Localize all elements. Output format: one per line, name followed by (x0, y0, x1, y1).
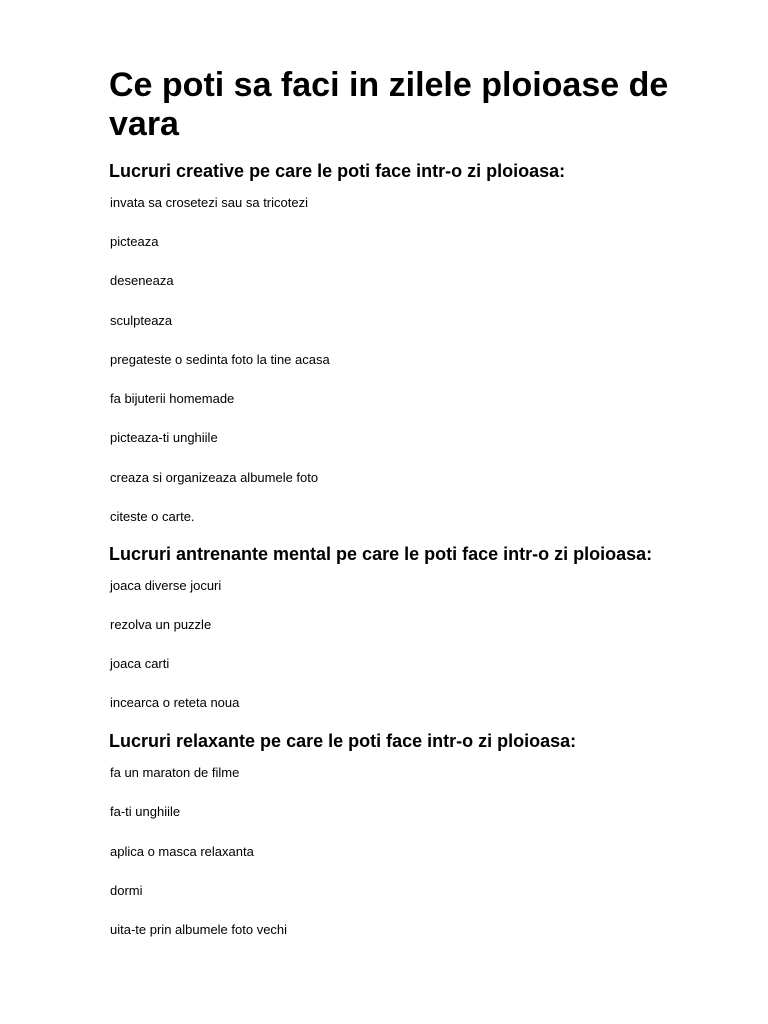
section-heading-creative: Lucruri creative pe care le poti face intr-o zi ploioasa: (109, 161, 566, 181)
section-heading-relaxing: Lucruri relaxante pe care le poti face intr-o zi ploioasa: (109, 731, 577, 751)
list-item: invata sa crosetezi sau sa tricotezi (110, 195, 308, 210)
list-item: fa bijuterii homemade (110, 391, 235, 406)
list-item: creaza si organizeaza albumele foto (110, 470, 319, 485)
section-heading-mental: Lucruri antrenante mental pe care le poti face intr-o zi ploioasa: (109, 544, 653, 564)
list-item: joaca diverse jocuri (110, 578, 222, 593)
list-item: citeste o carte. (110, 509, 195, 524)
list-item: picteaza (110, 234, 159, 249)
list-item: incearca o reteta noua (110, 695, 240, 710)
list-item: deseneaza (110, 273, 174, 288)
list-item: uita-te prin albumele foto vechi (110, 922, 288, 937)
list-item: picteaza-ti unghiile (110, 430, 218, 445)
list-item: fa-ti unghiile (110, 804, 181, 819)
list-item: pregateste o sedinta foto la tine acasa (110, 352, 330, 367)
list-item: joaca carti (110, 656, 170, 671)
page-title: Ce poti sa faci in zilele ploioase de vara (109, 66, 669, 143)
list-item: rezolva un puzzle (110, 617, 212, 632)
list-item: dormi (110, 883, 143, 898)
list-item: aplica o masca relaxanta (110, 844, 254, 859)
list-item: sculpteaza (110, 313, 173, 328)
list-item: fa un maraton de filme (110, 765, 240, 780)
